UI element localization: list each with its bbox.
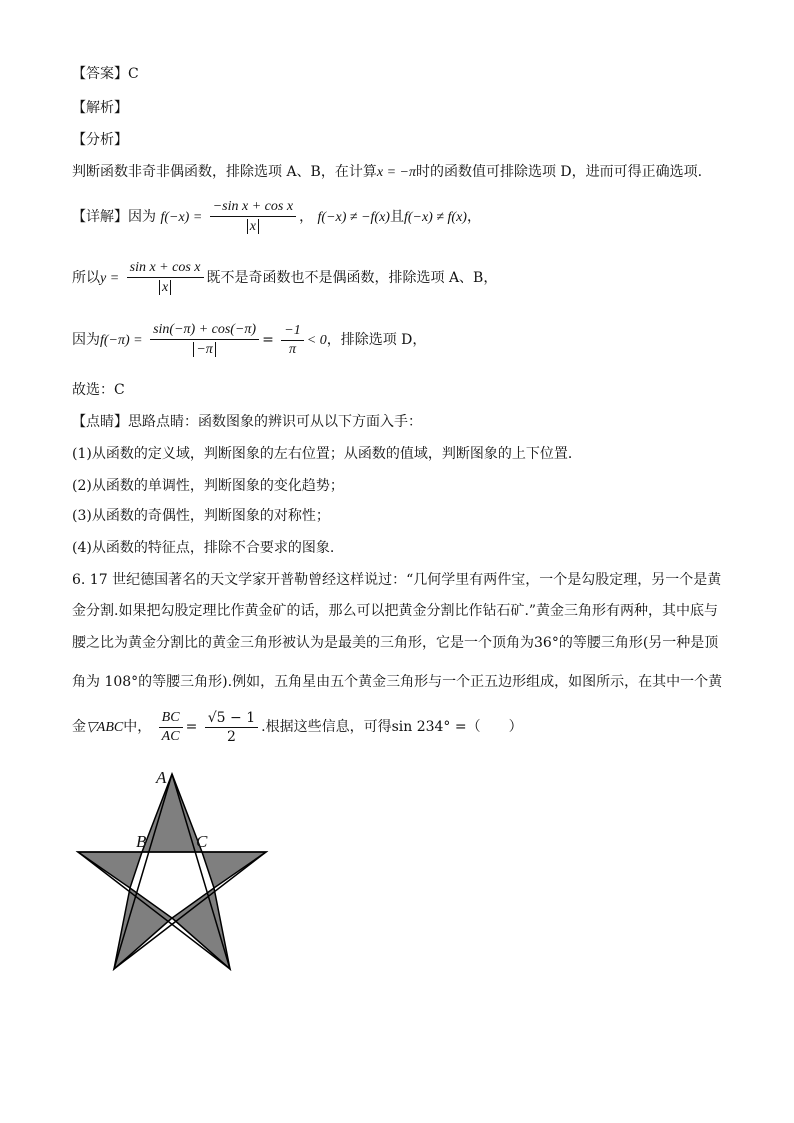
fenxi-text-a: 判断函数非奇非偶函数，排除选项 A、B，在计算: [72, 164, 377, 180]
because2-fraction2: [281, 322, 303, 359]
question-line-5a: 金: [72, 719, 86, 735]
golden-ratio: [205, 709, 258, 746]
because2-lhs: f(−π) =: [100, 333, 143, 348]
tips-tag: 【点睛】: [72, 414, 128, 430]
so-fraction: [127, 259, 204, 297]
question-ratio: [159, 709, 183, 746]
fenxi-text: [72, 162, 702, 183]
question-line-3a: 腰之比为黄金分割比的黄金三角形被认为是最美的三角形，它是一个顶角为: [72, 635, 534, 651]
answer-value: C: [128, 66, 139, 82]
label-b: B: [136, 832, 147, 851]
star-tip-bottom-left: [114, 888, 172, 969]
detail-den: x: [247, 219, 259, 234]
because2-text: ，排除选项 D，: [326, 332, 427, 348]
so-num: sin x + cos x: [129, 260, 201, 275]
because2-tail: < 0: [306, 333, 327, 348]
question-line-3b: 的等腰三角形(另一种是顶: [558, 635, 719, 651]
star-svg: [72, 766, 272, 976]
answer-tag: 【答案】: [72, 66, 128, 82]
question-line-3: [72, 633, 718, 653]
tips-text: 思路点睛：函数图象的辨识可从以下方面入手：: [128, 414, 422, 430]
detail-num: −sin x + cos x: [212, 199, 294, 214]
question-line-5b: 中，: [123, 719, 152, 735]
analysis-tag: 【解析】: [72, 100, 128, 116]
label-a: A: [156, 768, 167, 787]
tips-line: [72, 412, 422, 432]
star-tip-bottom-right: [172, 888, 230, 969]
golden-num: √5 − 1: [207, 709, 256, 726]
detail-intro: 因为: [128, 209, 156, 225]
because2-den2: π: [281, 340, 303, 359]
question-line-4: 角为 108°的等腰三角形).例如，五角星由五个黄金三角形与一个正五边形组成，如图所示，在其中一个黄: [72, 674, 723, 690]
label-c: C: [196, 832, 208, 851]
detail-rel2: f(−x) ≠ f(x): [403, 210, 467, 225]
tips-item-2: (2)从函数的单调性，判断图象的变化趋势；: [72, 478, 344, 494]
question-triangle: ▽ABC: [86, 720, 124, 735]
question-line-5c: .根据这些信息，可得: [261, 719, 392, 735]
detail-rel1: f(−x) ≠ −f(x): [317, 210, 390, 225]
tips-item-1: (1)从函数的定义域，判断图象的左右位置；从函数的值域，判断图象的上下位置．: [72, 446, 582, 462]
star-figure: [72, 766, 272, 976]
question-angle: 36°: [534, 635, 559, 651]
star-tip-left: [78, 852, 142, 888]
detail-lhs: f(−x) =: [160, 210, 203, 225]
star-tip-right: [202, 852, 266, 888]
ratio-num: BC: [161, 709, 180, 725]
question-line-1: 6. 17 世纪德国著名的天文学家开普勒曾经这样说过：“几何学里有两件宝，一个是勾股定理，另一个是黄: [72, 572, 722, 588]
because2-num2: −1: [284, 322, 301, 338]
detail-and: 且: [389, 209, 404, 225]
fenxi-math: x = −π: [376, 165, 416, 180]
because2-den: −π: [193, 342, 215, 357]
so-den: x: [159, 280, 171, 295]
because2-lead: 因为: [72, 332, 100, 348]
question-line-5: [72, 707, 523, 748]
detail-tag: 【详解】: [72, 209, 128, 225]
so-text: 既不是奇函数也不是偶函数，排除选项 A、B，: [206, 270, 498, 286]
so-lead: 所以: [72, 270, 100, 286]
star-tip-top: [142, 774, 202, 852]
answer-line: [72, 64, 139, 84]
fenxi-tag: 【分析】: [72, 132, 128, 148]
question-eq: =: [185, 719, 198, 735]
question-line-2: 金分割.如果把勾股定理比作黄金矿的话，那么可以把黄金分割比作钻石矿.”黄金三角形有两种，其中底与: [72, 603, 719, 619]
question-sin: sin 234° =: [391, 719, 467, 735]
because2-num: sin(−π) + cos(−π): [153, 322, 257, 337]
ratio-den: AC: [159, 727, 183, 746]
detail-fraction: [210, 198, 296, 236]
because2-fraction: [150, 321, 259, 359]
golden-den: 2: [205, 727, 258, 746]
because2-line: 因为f(−π) = $\frac{\sin(-\pi) + \cos(-\pi)}{-\pi}$ = $\frac{-1}{\pi}$ < 0，排除选项 D，: [72, 322, 427, 357]
so-lhs: y =: [100, 271, 120, 286]
so-line: [72, 258, 497, 299]
detail-line: 【详解】因为 f(−x) = $\frac{\text{−sin x + cos x}}{x}$ ， f(−x) ≠ −f(x)且f(−x) ≠ f(x)，: [72, 199, 481, 234]
question-blank: （ ）: [466, 719, 523, 735]
choice-line: 故选：C: [72, 382, 125, 398]
tips-item-3: (3)从函数的奇偶性，判断图象的对称性；: [72, 508, 330, 524]
fenxi-text-b: 时的函数值可排除选项 D，进而可得正确选项.: [415, 164, 703, 180]
tips-item-4: (4)从函数的特征点，排除不合要求的图象.: [72, 540, 335, 556]
